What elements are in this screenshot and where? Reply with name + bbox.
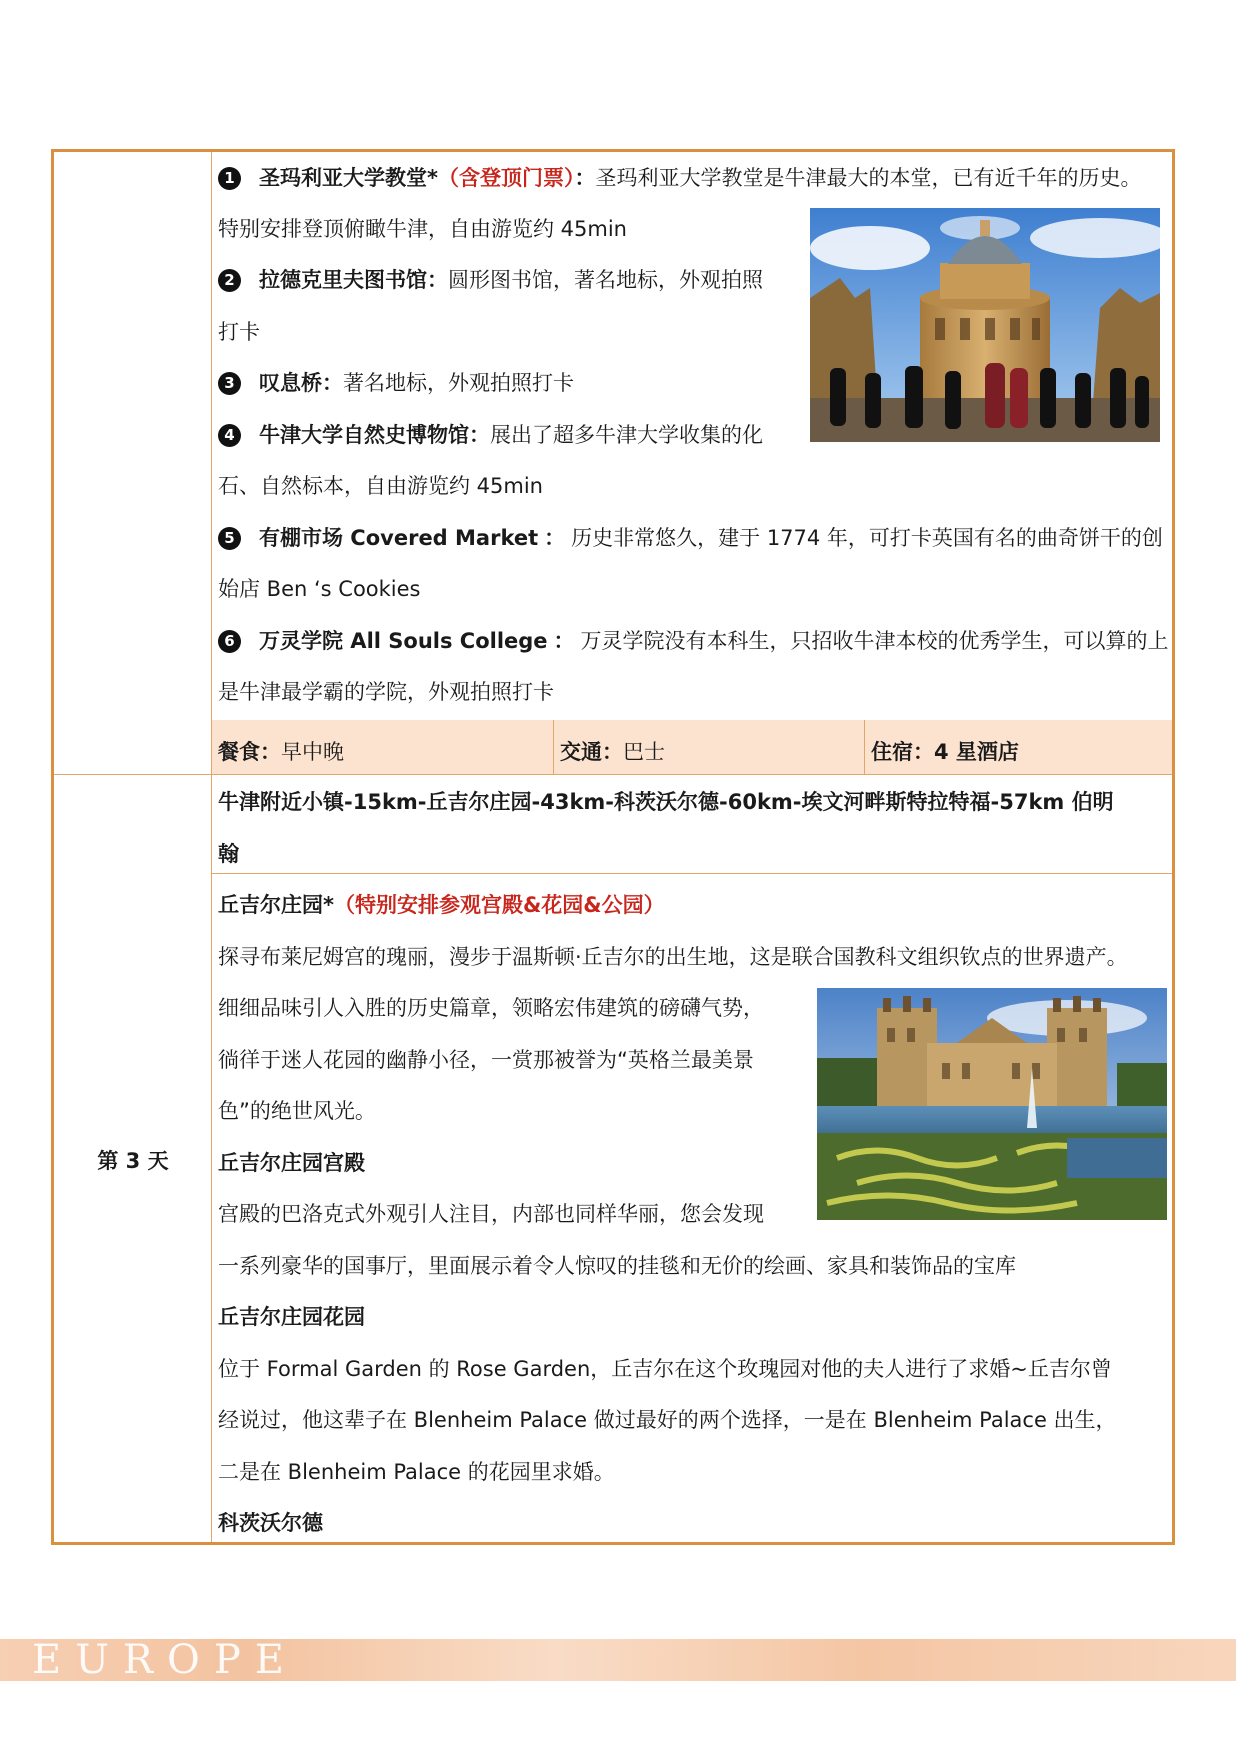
number-2-icon: 2	[218, 269, 241, 292]
day-column-day3	[54, 775, 212, 1542]
transport-value: 巴士	[623, 740, 665, 764]
blenheim-heading	[218, 888, 665, 922]
number-4-icon: 4	[218, 424, 241, 447]
attraction-2-desc: 圆形图书馆，著名地标，外观拍照	[448, 268, 763, 292]
blenheim-desc-4: 色”的绝世风光。	[218, 1099, 376, 1123]
palace-title: 丘吉尔庄园宫殿	[218, 1151, 365, 1175]
attraction-4-desc-2: 石、自然标本，自由游览约 45min	[218, 474, 543, 498]
attraction-3	[218, 366, 574, 400]
blenheim-desc-3: 徜徉于迷人花园的幽静小径，一赏那被誉为“英格兰最美景	[218, 1048, 754, 1072]
footer-brand: EUROPE	[32, 1637, 298, 1683]
blenheim-desc-2: 细细品味引人入胜的历史篇章，领略宏伟建筑的磅礴气势，	[218, 996, 764, 1020]
attraction-4-title: 牛津大学自然史博物馆	[259, 423, 469, 447]
attraction-5-desc: 历史非常悠久，建于 1774 年，可打卡英国有名的曲奇饼干的创	[571, 526, 1163, 550]
route-divider	[212, 873, 1172, 874]
route-line-1: 牛津附近小镇-15km-丘吉尔庄园-43km-科茨沃尔德-60km-埃文河畔斯特拉特福-57km 伯明	[218, 790, 1114, 814]
attraction-6-desc-2: 是牛津最学霸的学院，外观拍照打卡	[218, 680, 554, 704]
attraction-1-title: 圣玛利亚大学教堂*	[259, 166, 438, 190]
garden-desc-1: 位于 Formal Garden 的 Rose Garden，丘吉尔在这个玫瑰园对他的夫人进行了求婚~丘吉尔曾	[218, 1357, 1112, 1381]
attraction-1-highlight: （含登顶门票）	[437, 166, 575, 190]
attraction-3-title: 叹息桥	[259, 371, 322, 395]
services-bar	[212, 720, 1172, 774]
attraction-1-desc-2: 特别安排登顶俯瞰牛津，自由游览约 45min	[218, 217, 627, 241]
sep: ：	[544, 526, 566, 550]
number-3-icon: 3	[218, 372, 241, 395]
day-label: 第 3 天	[97, 1149, 169, 1173]
hotel-cell	[865, 720, 1172, 774]
attraction-4	[218, 418, 763, 452]
sep: ：	[553, 629, 575, 653]
attraction-1-desc: 圣玛利亚大学教堂是牛津最大的本堂，已有近千年的历史。	[595, 166, 1142, 190]
attraction-6-desc: 万灵学院没有本科生，只招收牛津本校的优秀学生，可以算的上	[580, 629, 1169, 653]
attraction-6	[218, 624, 1169, 658]
day-column-day2	[54, 152, 212, 774]
meals-value: 早中晚	[281, 740, 344, 764]
attraction-2-title: 拉德克里夫图书馆	[259, 268, 427, 292]
attraction-4-desc: 展出了超多牛津大学收集的化	[490, 423, 763, 447]
row-divider	[54, 774, 1172, 775]
attraction-1	[218, 161, 1141, 195]
hotel-label: 住宿：	[871, 740, 934, 764]
attraction-3-desc: 著名地标，外观拍照打卡	[343, 371, 574, 395]
blenheim-highlight: （特别安排参观宫殿&花园&公园）	[333, 893, 665, 917]
sep: ：	[427, 268, 448, 292]
attraction-6-title: 万灵学院 All Souls College	[259, 629, 548, 653]
blenheim-title: 丘吉尔庄园*	[218, 893, 334, 917]
route-line-2: 翰	[218, 842, 239, 866]
garden-desc-2: 经说过，他这辈子在 Blenheim Palace 做过最好的两个选择，一是在 Blenheim Palace 出生，	[218, 1408, 1117, 1432]
transport-label: 交通：	[560, 740, 623, 764]
meals-cell	[212, 720, 553, 774]
blenheim-desc-1: 探寻布莱尼姆宫的瑰丽，漫步于温斯顿·丘吉尔的出生地，这是联合国教科文组织钦点的世界遗产。	[218, 945, 1128, 969]
attraction-2	[218, 263, 763, 297]
itinerary-table	[51, 149, 1175, 1545]
transport-cell	[554, 720, 864, 774]
palace-desc-1: 宫殿的巴洛克式外观引人注目，内部也同样华丽，您会发现	[218, 1202, 764, 1226]
meals-label: 餐食：	[218, 740, 281, 764]
attraction-2-desc-2: 打卡	[218, 320, 260, 344]
number-5-icon: 5	[218, 527, 241, 550]
attraction-5-desc-2: 始店 Ben ‘s Cookies	[218, 577, 421, 601]
attraction-5	[218, 521, 1163, 555]
attraction-5-title: 有棚市场 Covered Market	[259, 526, 539, 550]
radcliffe-camera-photo	[810, 208, 1160, 442]
sep: ：	[322, 371, 343, 395]
number-1-icon: 1	[218, 167, 241, 190]
blenheim-palace-photo	[817, 988, 1167, 1220]
sep: ：	[574, 166, 596, 190]
number-6-icon: 6	[218, 630, 241, 653]
cotswolds-title: 科茨沃尔德	[218, 1511, 323, 1535]
garden-title: 丘吉尔庄园花园	[218, 1305, 365, 1329]
garden-desc-3: 二是在 Blenheim Palace 的花园里求婚。	[218, 1460, 615, 1484]
hotel-value: 4 星酒店	[934, 740, 1019, 764]
palace-desc-2: 一系列豪华的国事厅，里面展示着令人惊叹的挂毯和无价的绘画、家具和装饰品的宝库	[218, 1254, 1016, 1278]
sep: ：	[469, 423, 490, 447]
